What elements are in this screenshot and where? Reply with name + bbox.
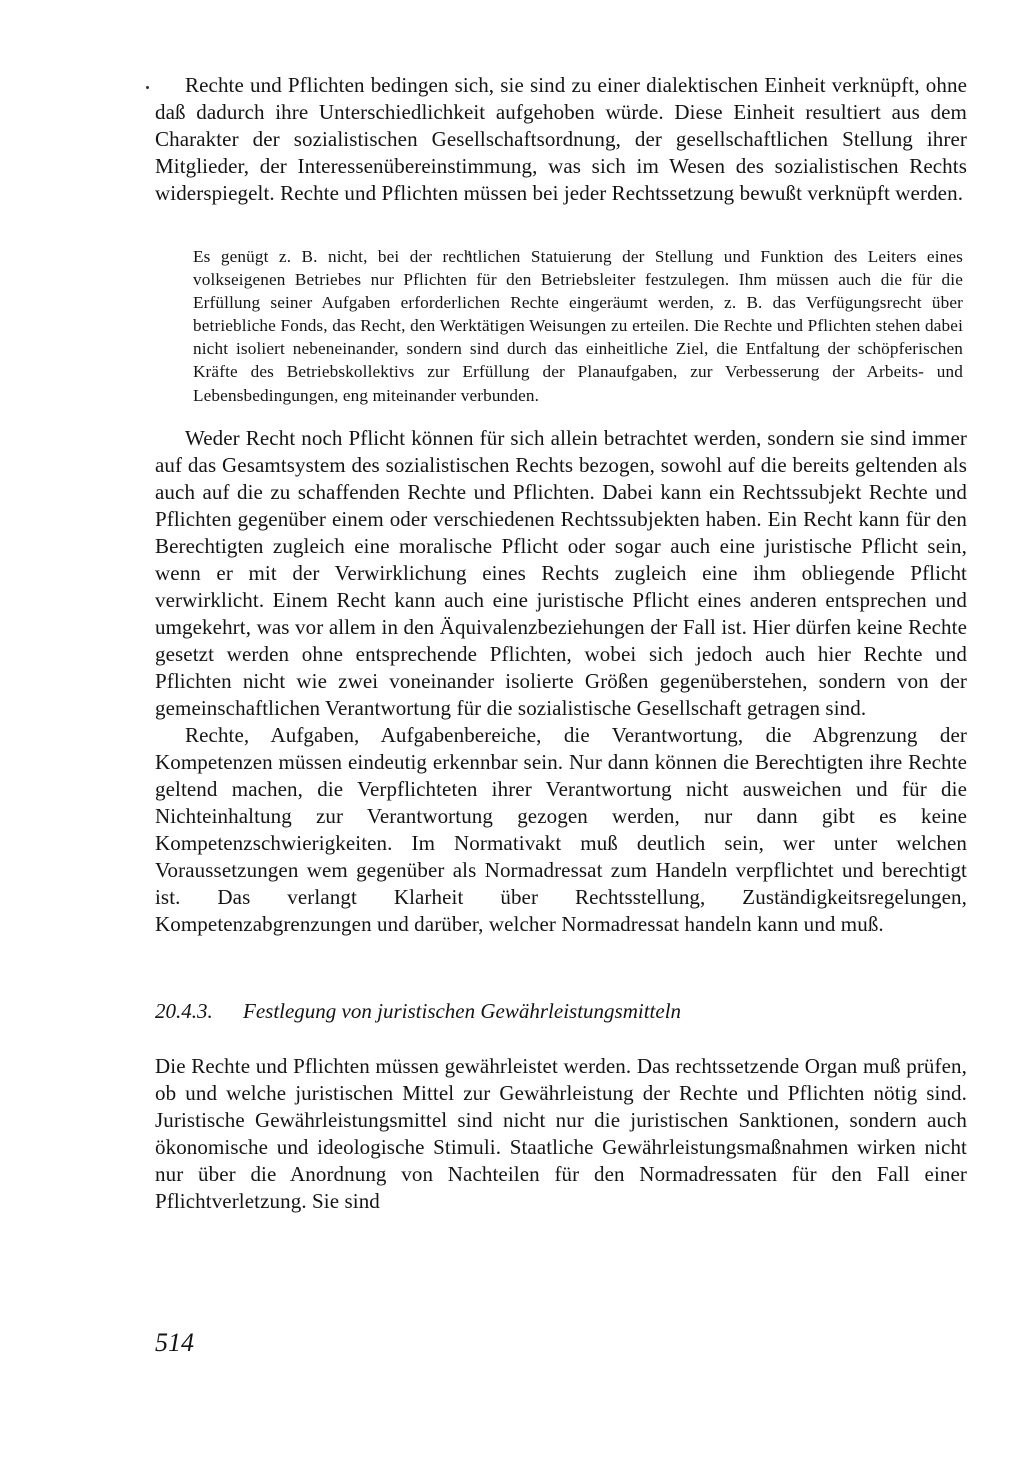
body-paragraph-3: Rechte, Aufgaben, Aufgabenbereiche, die Verantwortung, die Abgrenzung der Kompetenzen müssen eindeutig erkennbar sein. Nur dann können die Berechtigten ihre Rechte geltend machen, die Verpflichteten ihrer Verantwortung nicht ausweichen und für die Nichteinhaltung zur Verantwortung gezogen werden, nur dann gibt es keine Kompetenzschwierigkeiten. Im Normativakt muß deutlich sein, wer unter welchen Voraussetzungen wem gegenüber als Normadressat zum Handeln verpflichtet und berechtigt ist. Das verlangt Klarheit über Rechtsstellung, Zuständigkeitsregelungen, Kompetenzabgrenzungen und darüber, welcher Normadressat handeln kann und muß.: [155, 722, 967, 936]
body-paragraph-4: Die Rechte und Pflichten müssen gewährleistet werden. Das rechtssetzende Organ muß prüfen, ob und welche juristischen Mittel zur Gewährleistung der Rechte und Pflichten nötig sind. Juristische Gewährleistungsmittel sind nicht nur die juristischen Sanktionen, sondern auch ökonomische und ideologische Stimuli. Staatliche Gewährleistungsmaßnahmen wirken nicht nur über die Anordnung von Nachteilen für den Normadressaten für den Fall einer Pflichtverletzung. Sie sind: [155, 1053, 967, 1213]
stray-dot-mark: [146, 86, 149, 89]
section-heading: [155, 998, 967, 1025]
section-title: Festlegung von juristischen Gewährleistungsmitteln: [243, 998, 682, 1023]
page-number: 514: [155, 1328, 194, 1357]
example-paragraph: Es genügt z. B. nicht, bei der rechtlichen Statuierung der Stellung und Funktion des Leiters eines volkseigenen Betriebes nur Pflichten für den Betriebsleiter festzulegen. Ihm müssen auch die für die Erfüllung seiner Aufgaben erforderlichen Rechte eingeräumt werden, z. B. das Verfügungsrecht über betriebliche Fonds, das Recht, den Werktätigen Weisungen zu erteilen. Die Rechte und Pflichten stehen dabei nicht isoliert nebeneinander, sondern sind durch das einheitliche Ziel, die Entfaltung der schöpferischen Kräfte des Betriebskollektivs zur Erfüllung der Planaufgaben, zur Verbesserung der Arbeits- und Lebensbedingungen, eng miteinander verbunden.: [193, 247, 963, 405]
section-number: 20.4.3.: [155, 998, 213, 1023]
page-body: [155, 72, 967, 1215]
intro-paragraph: Rechte und Pflichten bedingen sich, sie sind zu einer dialektischen Einheit verknüpft, ohne daß dadurch ihre Unterschiedlichkeit aufgehoben würde. Diese Einheit resultiert aus dem Charakter der sozialistischen Gesellschaftsordnung, der gesellschaftlichen Stellung ihrer Mitglieder, der Interessenübereinstimmung, was sich im Wesen des sozialistischen Rechts widerspiegelt. Rechte und Pflichten müssen bei jeder Rechtssetzung bewußt verknüpft werden.: [155, 73, 967, 205]
body-paragraph-2: Weder Recht noch Pflicht können für sich allein betrachtet werden, sondern sie sind immer auf das Gesamtsystem des sozialistischen Rechts bezogen, sowohl auf die bereits geltenden als auch auf die zu schaffenden Rechte und Pflichten. Dabei kann ein Rechtssubjekt Rechte und Pflichten gegenüber einem oder verschiedenen Rechtssubjekten haben. Ein Recht kann für den Berechtigten zugleich eine moralische Pflicht oder sogar auch eine juristische Pflicht sein, wenn er mit der Verwirklichung eines Rechts zugleich eine ihm obliegende Pflicht verwirklicht. Einem Recht kann auch eine juristische Pflicht eines anderen entsprechen und umgekehrt, was vor allem in den Äquivalenzbeziehungen der Fall ist. Hier dürfen keine Rechte gesetzt werden ohne entsprechende Pflichten, wobei sich jedoch auch hier Rechte und Pflichten nicht wie zwei voneinander isolierte Größen gegenüberstehen, sondern von der gemeinschaftlichen Verantwortung für die sozialistische Gesellschaft getragen sind.: [155, 425, 967, 720]
